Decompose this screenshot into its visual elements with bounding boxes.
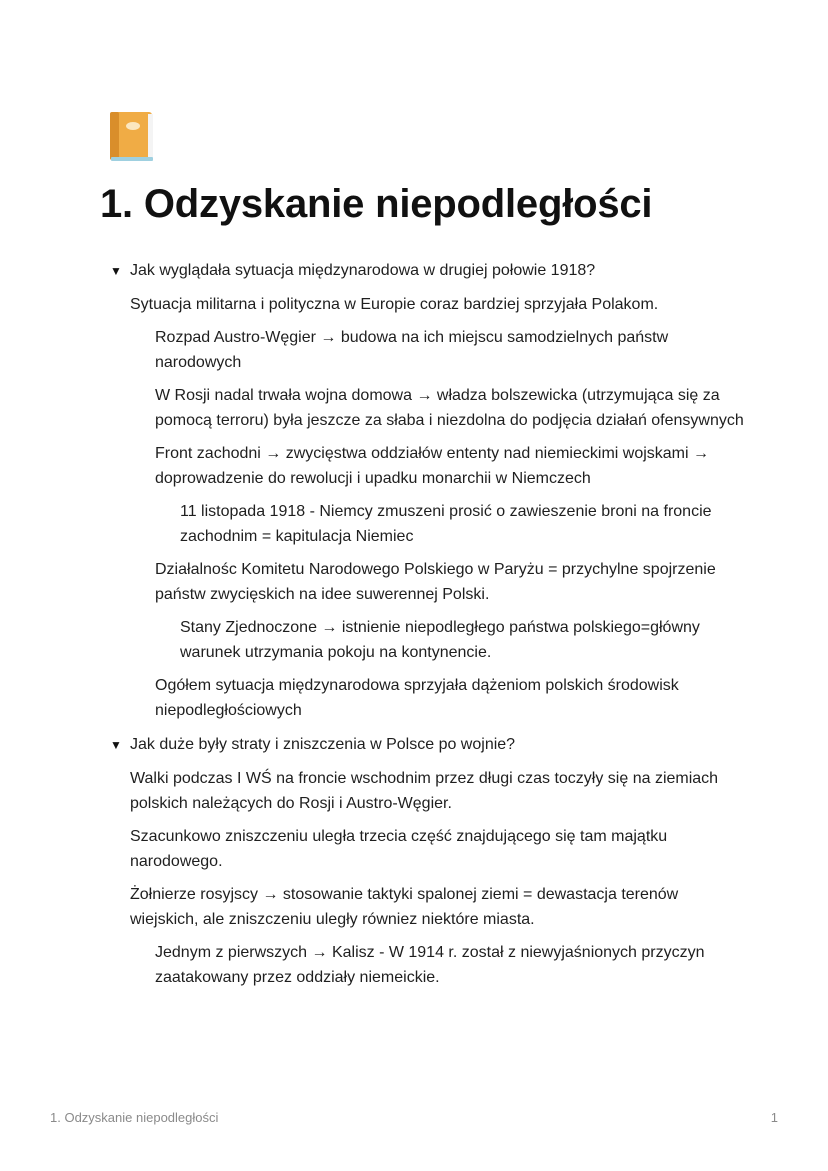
text-block: Działalnośc Komitetu Narodowego Polskiego w Paryżu = przychylne spojrzenie państw zwycięskich na idee suwerennej Polski.	[155, 561, 716, 603]
text-block: Front zachodni → zwycięstwa oddziałów ententy nad niemieckimi wojskami → doprowadzenie do rewolucji i upadku monarchii w Niemczech	[155, 445, 709, 487]
text-block: Jednym z pierwszych → Kalisz - W 1914 r. został z niewyjaśnionych przyczyn zaatakowany przez oddziały niemeickie.	[155, 944, 705, 986]
text-block: Stany Zjednoczone → istnienie niepodległego państwa polskiego=główny warunek utrzymania pokoju na kontynencie.	[180, 619, 700, 661]
triangle-down-icon[interactable]: ▼	[110, 264, 122, 278]
toggle-question: Jak wyglądała sytuacja międzynarodowa w drugiej połowie 1918?	[130, 262, 596, 279]
text-block: Walki podczas I WŚ na froncie wschodnim przez długi czas toczyły się na ziemiach polskich należących do Rosji i Austro-Węgier.	[130, 770, 719, 812]
toggle-header[interactable]	[110, 258, 750, 284]
triangle-down-icon[interactable]: ▼	[110, 738, 122, 752]
footer-title: 1. Odzyskanie niepodległości	[50, 1110, 219, 1125]
text-block: W Rosji nadal trwała wojna domowa → władza bolszewicka (utrzymująca się za pomocą terroru) była jeszcze za słaba i niezdolna do podjęcia działań ofensywnych	[155, 387, 744, 429]
text-block: 11 listopada 1918 - Niemcy zmuszeni prosić o zawieszenie broni na froncie zachodnim = kapitulacja Niemiec	[180, 503, 712, 545]
toggle-war-losses	[110, 732, 750, 990]
toggle-international-situation	[110, 258, 750, 723]
text-block: Ogółem sytuacja międzynarodowa sprzyjała dążeniom polskich środowisk niepodległościowych	[155, 677, 679, 719]
toggle-question: Jak duże były straty i zniszczenia w Polsce po wojnie?	[130, 736, 516, 753]
text-block: Sytuacja militarna i polityczna w Europie coraz bardziej sprzyjała Polakom.	[130, 296, 659, 313]
toggle-header[interactable]	[110, 732, 750, 758]
text-block: Szacunkowo zniszczeniu uległa trzecia część znajdującego się tam majątku narodowego.	[130, 828, 668, 870]
page-title: 1. Odzyskanie niepodległości	[100, 182, 653, 226]
page-number: 1	[770, 1110, 778, 1125]
page-content	[110, 258, 750, 990]
text-block: Żołnierze rosyjscy → stosowanie taktyki spalonej ziemi = dewastacja terenów wiejskich, ale zniszczeniu uległy równiez niektóre miasta.	[130, 886, 679, 928]
book-icon	[108, 110, 156, 164]
text-block: Rozpad Austro-Węgier → budowa na ich miejscu samodzielnych państw narodowych	[155, 329, 669, 371]
